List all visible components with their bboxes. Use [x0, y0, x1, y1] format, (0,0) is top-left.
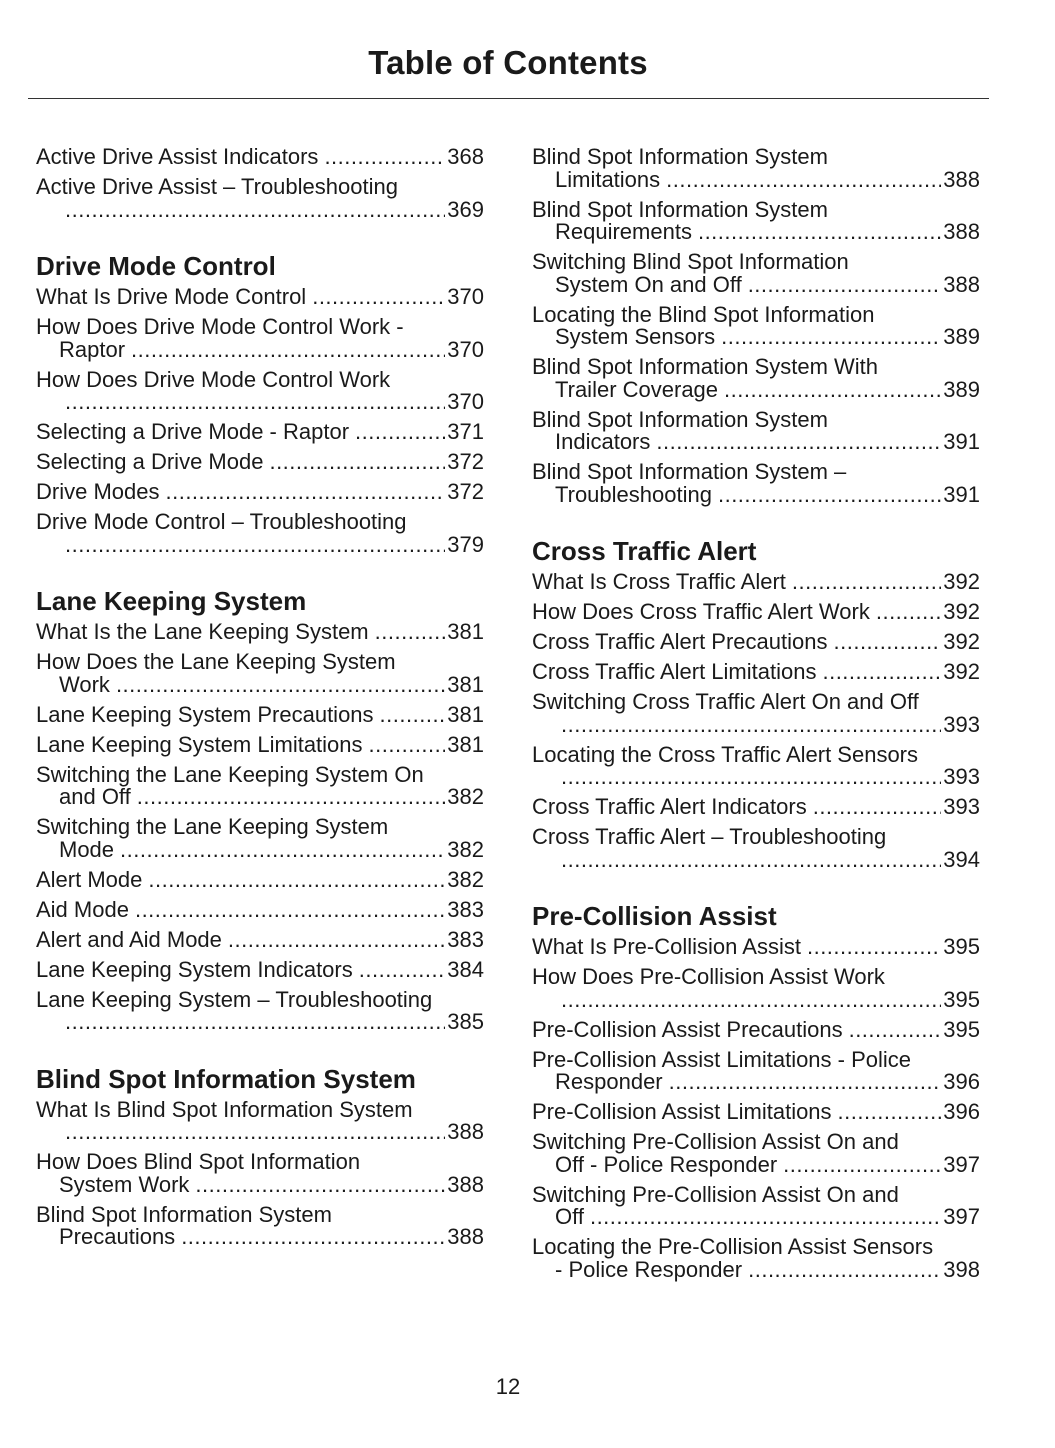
toc-entry-label: System On and Off — [555, 271, 742, 297]
toc-entry-label: What Is Drive Mode Control — [36, 284, 307, 309]
toc-entry[interactable] — [532, 1101, 980, 1124]
toc-page-number: 383 — [447, 926, 484, 952]
dot-leader — [324, 146, 445, 169]
toc-entry[interactable] — [36, 366, 484, 414]
toc-entry[interactable] — [532, 1016, 980, 1042]
dot-leader — [375, 621, 446, 644]
toc-entry-label: Switching Cross Traffic Alert On and Off — [532, 689, 919, 714]
toc-entry-label: Cross Traffic Alert Limitations — [532, 659, 817, 684]
dot-leader — [561, 714, 941, 737]
toc-page-number: 398 — [943, 1256, 980, 1282]
toc-entry[interactable] — [36, 731, 484, 757]
toc-page-number: 395 — [943, 986, 980, 1012]
toc-entry[interactable] — [36, 1096, 484, 1144]
toc-page-number: 392 — [943, 629, 980, 654]
section-heading: Pre-Collision Assist — [532, 901, 777, 931]
dot-leader — [195, 1174, 445, 1197]
dot-leader — [792, 571, 941, 594]
toc-entry-label: Cross Traffic Alert – Troubleshooting — [532, 824, 887, 849]
toc-entry-label: Switching the Lane Keeping System — [36, 814, 389, 839]
dot-leader — [359, 959, 446, 982]
dot-leader — [312, 286, 445, 309]
dot-leader — [783, 1154, 941, 1177]
toc-entry[interactable] — [36, 1201, 484, 1249]
toc-entry-label: Pre-Collision Assist Limitations — [532, 1099, 832, 1124]
toc-entry-label: What Is Pre-Collision Assist — [532, 934, 801, 959]
toc-entry-label: Cross Traffic Alert Indicators — [532, 794, 807, 819]
toc-page-number: 382 — [447, 784, 484, 809]
toc-entry[interactable] — [532, 1046, 980, 1094]
toc-entry-label: Pre-Collision Assist Precautions — [532, 1016, 843, 1042]
toc-entry-label: How Does Pre-Collision Assist Work — [532, 964, 885, 989]
toc-entry-label: Blind Spot Information System – — [532, 459, 847, 484]
toc-entry-label: System Sensors — [555, 324, 716, 349]
dot-leader — [181, 1226, 445, 1249]
toc-entry-label: Trailer Coverage — [555, 376, 719, 402]
toc-page-number: 397 — [943, 1151, 980, 1177]
toc-entry[interactable] — [532, 251, 980, 296]
dot-leader — [65, 534, 445, 557]
toc-entry[interactable] — [532, 826, 980, 871]
toc-entry[interactable] — [36, 701, 484, 727]
dot-leader — [748, 1259, 941, 1282]
dot-leader — [561, 989, 941, 1012]
toc-entry-label: Blind Spot Information System — [36, 1201, 332, 1227]
toc-entry[interactable] — [36, 866, 484, 892]
toc-entry[interactable] — [532, 691, 980, 736]
dot-leader — [116, 674, 445, 697]
toc-entry[interactable] — [532, 406, 980, 454]
toc-entry-label: Cross Traffic Alert Precautions — [532, 629, 828, 654]
toc-entry-label: Selecting a Drive Mode - Raptor — [36, 419, 350, 444]
dot-leader — [65, 1121, 445, 1144]
dot-leader — [669, 1071, 942, 1094]
toc-entry[interactable] — [36, 451, 484, 474]
dot-leader — [228, 929, 445, 952]
dot-leader — [813, 796, 942, 819]
toc-page-number: 372 — [447, 479, 484, 504]
toc-page-number: 393 — [943, 764, 980, 789]
toc-entry[interactable] — [532, 741, 980, 789]
toc-page-number: 388 — [943, 219, 980, 244]
toc-entry-label: What Is the Lane Keeping System — [36, 619, 369, 644]
toc-entry-label: Requirements — [555, 219, 692, 244]
toc-page-number: 389 — [943, 376, 980, 402]
toc-entry-label: Drive Modes — [36, 479, 160, 504]
section-heading: Lane Keeping System — [36, 586, 307, 616]
toc-section-drive-mode-control — [36, 253, 484, 556]
toc-entry[interactable] — [532, 631, 980, 654]
dot-leader — [724, 379, 941, 402]
dot-leader — [721, 326, 941, 349]
toc-section-pre-collision-assist — [532, 903, 980, 1281]
toc-entry[interactable] — [532, 1236, 980, 1281]
toc-page-number: 393 — [943, 794, 980, 819]
toc-entry[interactable] — [36, 761, 484, 809]
toc-entry-label: System Work — [59, 1171, 190, 1197]
dot-leader — [807, 936, 941, 959]
toc-page-number: 388 — [943, 271, 980, 297]
toc-entry[interactable] — [532, 1131, 980, 1176]
toc-entry-label: What Is Blind Spot Information System — [36, 1096, 413, 1122]
toc-entry[interactable] — [532, 461, 980, 506]
toc-entry[interactable] — [36, 651, 484, 696]
toc-page-number: 382 — [447, 866, 484, 892]
toc-entry[interactable] — [36, 896, 484, 922]
toc-section-lane-keeping-system — [36, 588, 484, 1034]
toc-page-number: 392 — [943, 569, 980, 594]
title-divider — [28, 98, 989, 99]
toc-entry-label: How Does Cross Traffic Alert Work — [532, 599, 870, 624]
toc-entry-label: Selecting a Drive Mode — [36, 449, 264, 474]
dot-leader — [65, 199, 445, 222]
toc-entry-label: Active Drive Assist – Troubleshooting — [36, 174, 398, 199]
toc-page-number: 384 — [447, 956, 484, 982]
toc-page-number: 381 — [447, 671, 484, 697]
toc-section-cross-traffic-alert — [532, 538, 980, 871]
dot-leader — [876, 601, 941, 624]
toc-entry-label: Troubleshooting — [555, 481, 712, 507]
toc-entry[interactable] — [532, 571, 980, 594]
toc-entry[interactable] — [36, 511, 484, 556]
toc-page-number: 388 — [447, 1119, 484, 1144]
toc-entry[interactable] — [36, 176, 484, 221]
dot-leader — [120, 839, 445, 862]
toc-page-number: 392 — [943, 659, 980, 684]
dot-leader — [666, 169, 941, 192]
toc-entry-label: How Does Drive Mode Control Work - — [36, 314, 404, 339]
toc-entry[interactable] — [36, 421, 484, 444]
toc-entry-label: - Police Responder — [555, 1256, 743, 1282]
dot-leader — [148, 869, 445, 892]
toc-page-number: 388 — [447, 1224, 484, 1249]
section-heading: Drive Mode Control — [36, 251, 276, 281]
toc-column-right — [532, 146, 980, 1289]
toc-entry[interactable] — [532, 966, 980, 1011]
toc-entry[interactable] — [36, 286, 484, 309]
toc-section-blind-spot-information-system — [36, 1063, 484, 1249]
toc-column-left — [36, 146, 484, 1256]
toc-entry-label: Aid Mode — [36, 896, 129, 922]
toc-entry-label: Raptor — [59, 336, 126, 362]
toc-page-number: 388 — [943, 166, 980, 192]
toc-page-number: 381 — [447, 701, 484, 727]
toc-entry-label: Lane Keeping System Indicators — [36, 956, 353, 982]
toc-page-number: 389 — [943, 324, 980, 349]
toc-page-number: 383 — [447, 896, 484, 922]
section-heading: Cross Traffic Alert — [532, 536, 757, 566]
toc-entry-label: Switching the Lane Keeping System On — [36, 761, 424, 787]
toc-page-number: 370 — [447, 284, 484, 309]
dot-leader — [718, 484, 941, 507]
toc-page-number: 394 — [943, 846, 980, 872]
toc-entry[interactable] — [36, 816, 484, 861]
toc-entry[interactable] — [532, 1181, 980, 1229]
toc-entry-label: Indicators — [555, 429, 651, 454]
toc-page-number: 370 — [447, 389, 484, 414]
toc-entry[interactable] — [36, 1151, 484, 1196]
dot-leader — [590, 1206, 941, 1229]
dot-leader — [834, 631, 942, 654]
toc-entry-label: Switching Pre-Collision Assist On and — [532, 1181, 899, 1207]
toc-entry-label: What Is Cross Traffic Alert — [532, 569, 786, 594]
dot-leader — [838, 1101, 942, 1124]
toc-entry-label: How Does the Lane Keeping System — [36, 649, 396, 674]
toc-entry[interactable] — [532, 661, 980, 684]
toc-entry[interactable] — [532, 796, 980, 819]
toc-page-number: 370 — [447, 336, 484, 362]
toc-page-number: 395 — [943, 934, 980, 959]
toc-page-number: 393 — [943, 711, 980, 737]
toc-page-number: 395 — [943, 1016, 980, 1042]
dot-leader — [561, 766, 941, 789]
toc-entry-label: and Off — [59, 784, 131, 809]
toc-entry-label: Locating the Blind Spot Information — [532, 301, 875, 327]
toc-entry[interactable] — [532, 146, 980, 191]
toc-entry-label: Mode — [59, 836, 115, 862]
toc-entry-label: Blind Spot Information System — [532, 406, 828, 432]
toc-entry-label: Alert Mode — [36, 866, 143, 892]
toc-page-number: 391 — [943, 429, 980, 454]
dot-leader — [380, 704, 446, 727]
toc-entry[interactable] — [36, 316, 484, 361]
toc-entry-label: Pre-Collision Assist Limitations - Police — [532, 1046, 912, 1072]
toc-entry[interactable] — [36, 956, 484, 982]
dot-leader — [165, 481, 445, 504]
toc-entry[interactable] — [532, 936, 980, 959]
toc-page-number: 368 — [447, 144, 484, 169]
toc-page-number: 372 — [447, 449, 484, 474]
toc-entry[interactable] — [36, 146, 484, 169]
toc-page-number: 388 — [447, 1171, 484, 1197]
dot-leader — [355, 421, 445, 444]
toc-entry-label: How Does Blind Spot Information — [36, 1149, 361, 1174]
toc-entry-label: Blind Spot Information System — [532, 196, 828, 222]
toc-page-number: 381 — [447, 731, 484, 757]
toc-entry[interactable] — [532, 601, 980, 624]
toc-entry-label: Off — [555, 1204, 584, 1229]
toc-entry-label: Active Drive Assist Indicators — [36, 144, 319, 169]
toc-page-number: 369 — [447, 196, 484, 222]
toc-page-number: 397 — [943, 1204, 980, 1229]
toc-entry[interactable] — [36, 926, 484, 952]
dot-leader — [131, 339, 445, 362]
toc-entry[interactable] — [532, 196, 980, 244]
toc-entry-label: Switching Pre-Collision Assist On and — [532, 1129, 899, 1154]
toc-entry-label: Lane Keeping System Limitations — [36, 731, 363, 757]
dot-leader — [698, 221, 941, 244]
dot-leader — [65, 391, 445, 414]
toc-entry-label: Responder — [555, 1069, 663, 1094]
toc-entry[interactable] — [36, 986, 484, 1034]
toc-page-number: 371 — [447, 419, 484, 444]
toc-page-number: 385 — [447, 1009, 484, 1034]
toc-entry-label: Lane Keeping System Precautions — [36, 701, 374, 727]
dot-leader — [748, 274, 942, 297]
section-heading: Blind Spot Information System — [36, 1063, 416, 1094]
toc-entry[interactable] — [36, 481, 484, 504]
toc-page-number: 379 — [447, 531, 484, 557]
page-number: 12 — [495, 1374, 521, 1399]
dot-leader — [137, 786, 446, 809]
toc-entry-label: Locating the Pre-Collision Assist Sensors — [532, 1234, 934, 1259]
toc-entry-label: Blind Spot Information System — [532, 144, 828, 169]
dot-leader — [849, 1019, 942, 1042]
toc-entry-label: Alert and Aid Mode — [36, 926, 222, 952]
toc-entry-label: Drive Mode Control – Troubleshooting — [36, 509, 407, 534]
dot-leader — [369, 734, 446, 757]
dot-leader — [561, 849, 941, 872]
toc-section-continued — [36, 146, 484, 221]
dot-leader — [656, 431, 941, 454]
toc-entry-label: Locating the Cross Traffic Alert Sensors — [532, 741, 918, 767]
toc-entry-label: Work — [59, 671, 110, 697]
toc-entry[interactable] — [532, 301, 980, 349]
toc-page-number: 381 — [447, 619, 484, 644]
toc-entry[interactable] — [532, 356, 980, 401]
toc-entry-label: Blind Spot Information System With — [532, 354, 879, 379]
toc-entry-label: Switching Blind Spot Information — [532, 249, 849, 274]
toc-page-number: 382 — [447, 836, 484, 862]
toc-entry-label: Lane Keeping System – Troubleshooting — [36, 986, 433, 1012]
toc-page-number: 391 — [943, 481, 980, 507]
toc-page-number: 396 — [943, 1069, 980, 1094]
dot-leader — [65, 1011, 445, 1034]
toc-entry-label: Off - Police Responder — [555, 1151, 778, 1177]
toc-entry[interactable] — [36, 621, 484, 644]
dot-leader — [822, 661, 941, 684]
toc-entry-label: Precautions — [59, 1224, 176, 1249]
toc-entry-label: Limitations — [555, 166, 661, 192]
dot-leader — [269, 451, 445, 474]
toc-page-number: 396 — [943, 1099, 980, 1124]
toc-page-number: 392 — [943, 599, 980, 624]
page-title: Table of Contents — [368, 44, 648, 81]
toc-section-continued — [532, 146, 980, 506]
dot-leader — [135, 899, 445, 922]
toc-entry-label: How Does Drive Mode Control Work — [36, 366, 391, 392]
